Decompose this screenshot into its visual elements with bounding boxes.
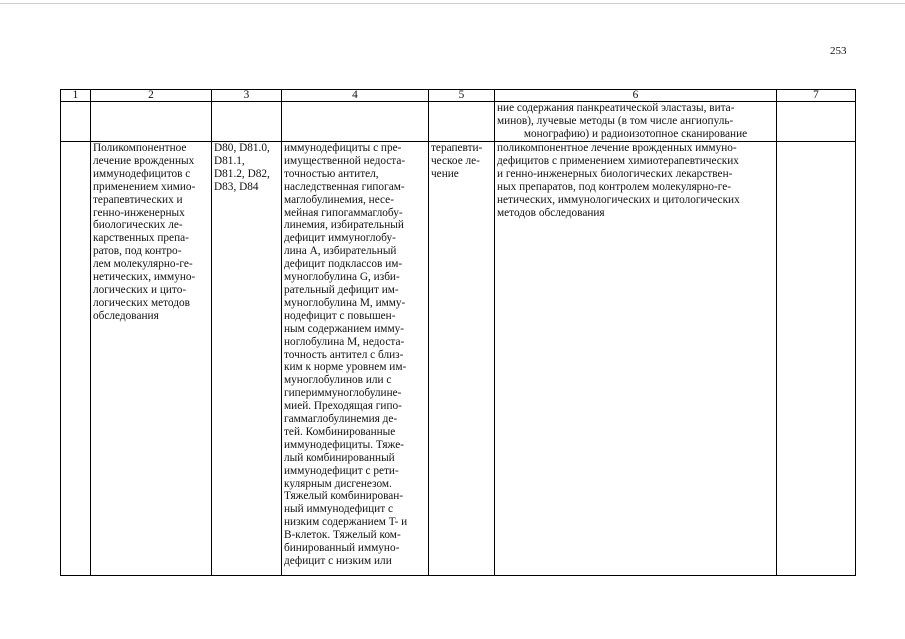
text-line: B-клеток. Тяжелый ком- [284, 529, 401, 542]
method-cell [495, 142, 777, 576]
text-line: D81.1, [214, 154, 245, 167]
text-line: ратов, под контро- [93, 245, 182, 258]
icd-codes-lines [214, 142, 279, 194]
text-line: логических и цито- [93, 283, 187, 296]
column-header-3: 3 [212, 90, 282, 102]
text-line: генно-инженерных [93, 206, 185, 219]
column-header-1: 1 [61, 90, 91, 102]
text-line: дефицит с низким или [284, 555, 392, 567]
text-line: применением химио- [93, 180, 196, 193]
text-line: дефицит иммуноглобу- [284, 232, 396, 245]
text-line: Поликомпонентное [93, 142, 187, 154]
column-header-7: 7 [777, 90, 856, 102]
text-line: нодефицит с повышен- [284, 309, 396, 322]
text-line: иммунодефицитов с [93, 167, 191, 180]
text-line: имущественной недоста- [284, 154, 406, 167]
cont-cell-3 [212, 102, 282, 142]
text-line: ким к норме уровнем им- [284, 361, 407, 374]
text-line: лечение врожденных [93, 154, 195, 167]
text-line: ных препаратов, под контролем молекулярно-ге- [497, 180, 732, 193]
column-header-2: 2 [91, 90, 212, 102]
text-line: мией. Преходящая гипо- [284, 400, 402, 413]
text-line: ный иммунодефицит с [284, 503, 393, 516]
text-line: муноглобулинов или с [284, 374, 392, 387]
method-lines [497, 142, 774, 219]
text-line: иммунодефициты. Тяже- [284, 438, 404, 451]
text-line: точностью антител, [284, 167, 379, 180]
text-line: линемия, избирательный [284, 219, 404, 232]
diagnosis-lines [284, 142, 426, 568]
cont-cell-2 [91, 102, 212, 142]
text-line: маглобулинемия, несе- [284, 193, 394, 206]
text-line: дефицитов с применением химиотерапевтических [497, 154, 739, 167]
cont-line: монографию) и радиоизотопное сканирование [523, 127, 748, 140]
text-line: обследования [93, 309, 159, 322]
text-line: кулярным дисгенезом. [284, 477, 392, 490]
table-header-row [61, 90, 856, 102]
cont-cell-5 [429, 102, 495, 142]
cont-line: ние содержания панкреатической эластазы, вита- [497, 102, 735, 114]
text-line: терапевтических и [93, 193, 183, 206]
text-line: лый комбинированный [284, 451, 395, 464]
text-line: нетических, иммуно- [93, 271, 196, 284]
text-line: иммунодефицит с рети- [284, 464, 399, 477]
text-line: биологических ле- [93, 219, 183, 232]
text-line: точность антител с близ- [284, 348, 404, 361]
text-line: D81.2, D82, [214, 167, 270, 180]
text-line: логических методов [93, 296, 190, 309]
text-line: лина A, избирательный [284, 245, 397, 258]
treatment-type-cell [429, 142, 495, 576]
text-line: методов обследования [497, 206, 605, 219]
cont-cell-1 [61, 102, 91, 142]
text-line: низким содержанием T- и [284, 516, 408, 529]
text-line: муноглобулина G, изби- [284, 271, 400, 284]
row-number-cell [61, 142, 91, 576]
column-header-4: 4 [282, 90, 429, 102]
continuation-row [61, 102, 856, 142]
text-line: поликомпонентное лечение врожденных иммуно- [497, 142, 737, 154]
text-line: ческое ле- [431, 154, 480, 167]
text-line: бинированный иммуно- [284, 542, 400, 555]
text-line: ным содержанием имму- [284, 322, 405, 335]
main-row [61, 142, 856, 576]
text-line: гипериммуноглобулине- [284, 387, 402, 400]
procedure-name-lines [93, 142, 209, 323]
text-line: нетических, иммунологических и цитологических [497, 193, 740, 206]
text-line: D80, D81.0, [214, 142, 270, 154]
text-line: муноглобулина M, имму- [284, 296, 406, 309]
text-line: наследственная гипогам- [284, 180, 405, 193]
text-line: рательный дефицит им- [284, 283, 399, 296]
extra-cell [777, 142, 856, 576]
cont-line: минов), лучевые методы (в том числе ангиопуль- [497, 114, 734, 127]
text-line: карственных препа- [93, 232, 189, 245]
scan-top-edge [0, 3, 905, 4]
treatment-type-lines [431, 142, 492, 181]
text-line: гаммаглобулинемия де- [284, 413, 398, 426]
text-line: и генно-инженерных биологических лекарствен- [497, 167, 733, 180]
text-line: мейная гипогаммаглобу- [284, 206, 403, 219]
text-line: дефицит подклассов им- [284, 258, 403, 271]
cont-cell-7 [777, 102, 856, 142]
text-line: чение [431, 167, 459, 180]
icd-codes-cell [212, 142, 282, 576]
column-header-5: 5 [429, 90, 495, 102]
cont-cell-6 [495, 102, 777, 142]
text-line: иммунодефициты с пре- [284, 142, 402, 154]
text-line: ноглобулина M, недоста- [284, 335, 405, 348]
procedures-table [60, 89, 856, 576]
text-line: терапевти- [431, 142, 483, 154]
column-header-6: 6 [495, 90, 777, 102]
diagnosis-cell [282, 142, 429, 576]
text-line: Тяжелый комбинирован- [284, 490, 404, 503]
cont-cell-4 [282, 102, 429, 142]
text-line: тей. Комбинированные [284, 425, 396, 438]
procedure-name-cell [91, 142, 212, 576]
text-line: D83, D84 [214, 180, 259, 193]
page-number: 253 [830, 45, 847, 57]
text-line: лем молекулярно-ге- [93, 258, 193, 271]
